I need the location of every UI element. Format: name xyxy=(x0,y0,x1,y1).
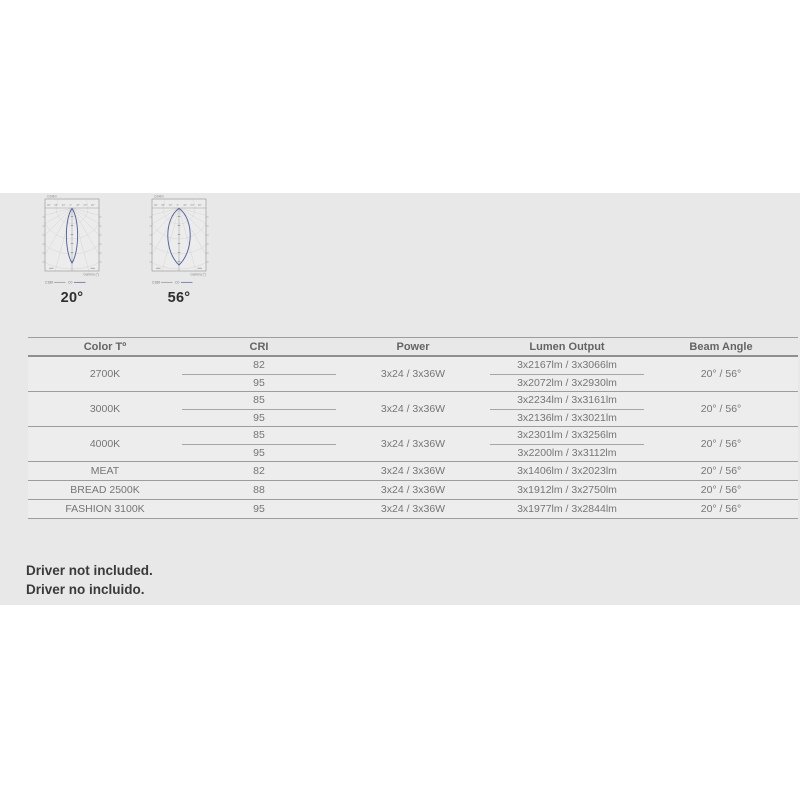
cell-cri-value: 85 xyxy=(182,427,336,445)
cell-color-temp: FASHION 3100K xyxy=(65,503,145,515)
top-tick-label: 0° xyxy=(69,204,73,207)
vertical-axis-label: Cd/klm xyxy=(47,194,57,199)
cell-beam-angle: 20° / 56° xyxy=(700,403,742,415)
gamma-axis-label: Gamma (°) xyxy=(190,272,206,277)
vertical-axis-label: Cd/klm xyxy=(154,194,164,199)
legend-c0-label: C0 xyxy=(175,280,180,285)
note-line-en: Driver not included. xyxy=(26,563,153,578)
table-row xyxy=(28,427,798,462)
top-tick-label: 60° xyxy=(161,204,166,207)
table-row xyxy=(28,481,798,500)
cell-lumen-output: 3x1406lm / 3x2023lm xyxy=(517,465,617,477)
legend-c0-label: C0 xyxy=(68,280,73,285)
cell-cri: 82 xyxy=(253,465,265,477)
cell-lumen-output-value: 3x2234lm / 3x3161lm xyxy=(490,392,644,410)
top-tick-label: 30° xyxy=(76,204,81,207)
cell-power: 3x24 / 3x36W xyxy=(380,465,446,477)
cell-cri-value: 95 xyxy=(253,376,265,389)
cell-color-temp: BREAD 2500K xyxy=(70,484,140,496)
beam-angle-label: 56° xyxy=(167,290,191,306)
top-tick-label: 0° xyxy=(176,204,180,207)
table-row xyxy=(28,500,798,519)
photometric-diagram xyxy=(147,194,211,286)
cell-lumen-output xyxy=(490,427,644,461)
cell-cri-value: 95 xyxy=(253,446,265,459)
top-tick-label: 90° xyxy=(90,204,95,207)
legend-c180-label: C180 xyxy=(45,280,54,285)
cell-beam-angle: 20° / 56° xyxy=(700,438,742,450)
cell-lumen-output-value: 3x2072lm / 3x2930lm xyxy=(517,376,617,389)
cell-beam-angle: 20° / 56° xyxy=(700,465,742,477)
cell-color-temp: 4000K xyxy=(89,438,121,450)
top-tick-label: 90° xyxy=(197,204,202,207)
cell-lumen-output-value: 3x2167lm / 3x3066lm xyxy=(490,357,644,375)
cell-power: 3x24 / 3x36W xyxy=(380,368,446,380)
cell-cri xyxy=(182,392,336,426)
cell-cri: 95 xyxy=(253,503,265,515)
cell-color-temp: MEAT xyxy=(90,465,120,477)
note-line-es: Driver no incluido. xyxy=(26,582,145,597)
cell-cri-value: 85 xyxy=(182,392,336,410)
cell-beam-angle: 20° / 56° xyxy=(700,503,742,515)
cell-cri xyxy=(182,427,336,461)
cell-color-temp: 3000K xyxy=(89,403,121,415)
cell-power: 3x24 / 3x36W xyxy=(380,503,446,515)
cell-beam-angle: 20° / 56° xyxy=(700,368,742,380)
table-row xyxy=(28,392,798,427)
cell-lumen-output xyxy=(490,392,644,426)
cell-cri: 88 xyxy=(253,484,265,496)
top-tick-label: 30° xyxy=(168,204,173,207)
cell-cri-value: 95 xyxy=(253,411,265,424)
column-header: Power xyxy=(396,340,430,353)
cell-lumen-output-value: 3x2301lm / 3x3256lm xyxy=(490,427,644,445)
legend-c180-label: C180 xyxy=(152,280,161,285)
cell-beam-angle: 20° / 56° xyxy=(700,484,742,496)
top-tick-label: 60° xyxy=(190,204,195,207)
beam-angle-label: 20° xyxy=(60,290,84,306)
cell-cri-value: 82 xyxy=(182,357,336,375)
cell-lumen-output xyxy=(490,357,644,391)
gray-band xyxy=(0,193,800,605)
cell-lumen-output: 3x1912lm / 3x2750lm xyxy=(517,484,617,496)
cell-lumen-output: 3x1977lm / 3x2844lm xyxy=(517,503,617,515)
top-tick-label: 90° xyxy=(47,204,51,207)
gamma-axis-label: Gamma (°) xyxy=(83,272,99,277)
table-header-row xyxy=(28,338,798,357)
column-header: Lumen Output xyxy=(529,340,605,353)
cell-power: 3x24 / 3x36W xyxy=(380,484,446,496)
top-tick-label: 60° xyxy=(83,204,88,207)
top-tick-label: 60° xyxy=(54,204,59,207)
column-header: CRI xyxy=(249,340,269,353)
cell-power: 3x24 / 3x36W xyxy=(380,403,446,415)
cell-lumen-output-value: 3x2200lm / 3x3112lm xyxy=(517,446,617,459)
photometric-diagram-block xyxy=(40,194,104,312)
cell-cri xyxy=(182,357,336,391)
top-tick-label: 90° xyxy=(154,204,158,207)
cell-color-temp: 2700K xyxy=(89,368,121,380)
photometric-diagram-block xyxy=(147,194,211,312)
cell-lumen-output-value: 3x2136lm / 3x3021lm xyxy=(517,411,617,424)
cell-power: 3x24 / 3x36W xyxy=(380,438,446,450)
driver-notes xyxy=(26,561,153,599)
column-header: Beam Angle xyxy=(689,340,753,353)
spec-table xyxy=(28,337,798,519)
column-header: Color Tº xyxy=(83,340,127,353)
table-row xyxy=(28,357,798,392)
photometric-diagram xyxy=(40,194,104,286)
table-row xyxy=(28,462,798,481)
top-tick-label: 30° xyxy=(183,204,188,207)
top-tick-label: 30° xyxy=(61,204,66,207)
